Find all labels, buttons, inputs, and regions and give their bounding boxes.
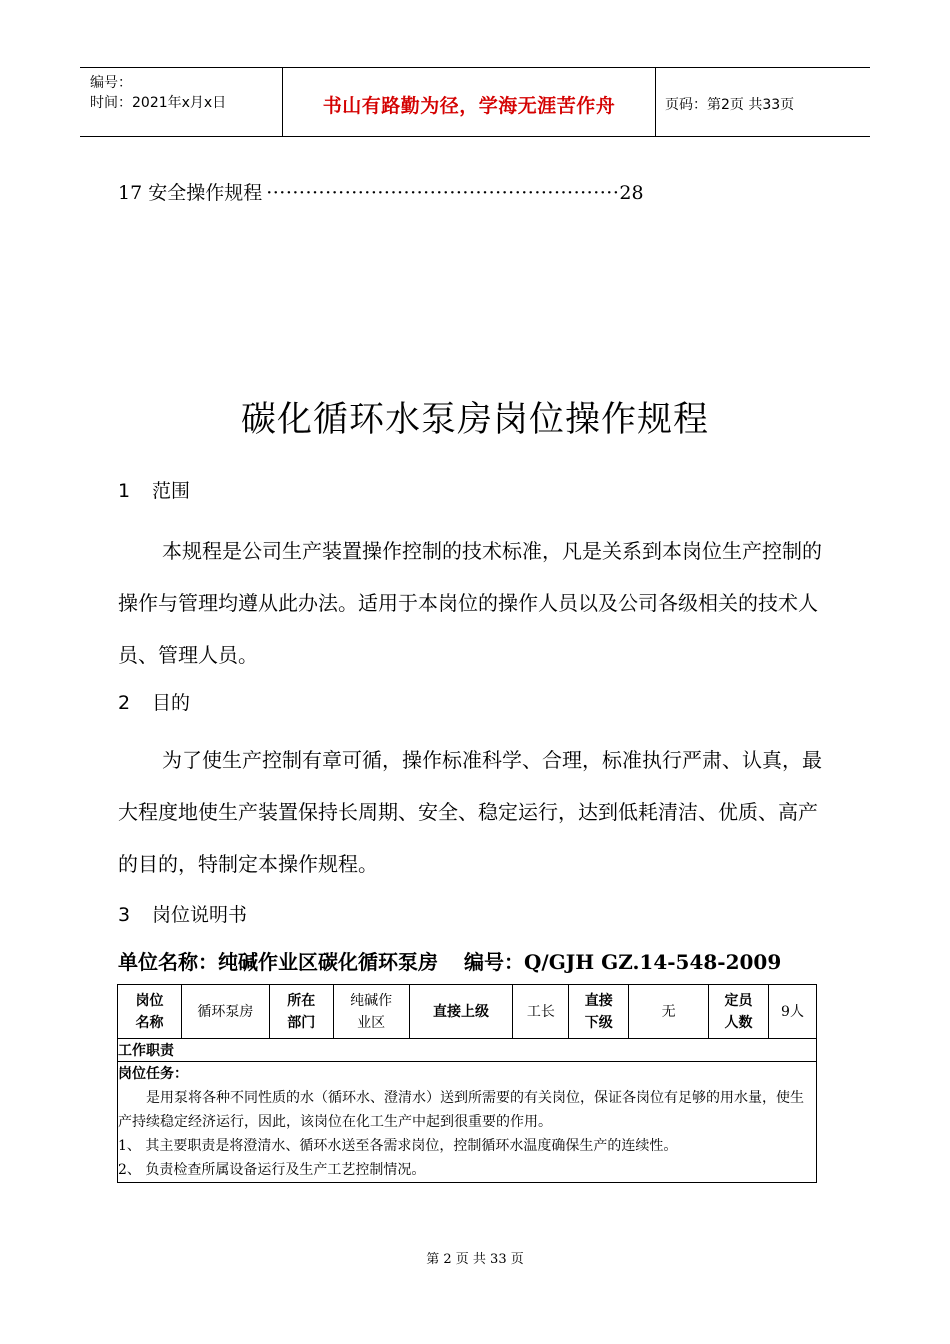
unit-code: 编号：Q/GJH GZ.14-548-2009 <box>464 950 782 974</box>
section-number: 1 <box>118 480 131 502</box>
document-title: 碳化循环水泵房岗位操作规程 <box>240 400 709 440</box>
section-2-paragraph: 为了使生产控制有章可循，操作标准科学、合理，标准执行严肃、认真，最大程度地使生产装置保持长周期、安全、稳定运行，达到低耗清洁、优质、高产的目的，特制定本操作规程。 <box>118 748 822 876</box>
header-motto: 书山有路勤为径，学海无涯苦作舟 <box>322 95 616 117</box>
table-row <box>118 1039 817 1062</box>
header-page-cell <box>655 68 870 136</box>
header-number-label: 编号： <box>90 75 132 91</box>
header-page-info: 页码：第2页 共33页 <box>665 97 795 113</box>
task-item-1: 1、 其主要职责是将澄清水、循环水送至各需求岗位，控制循环水温度确保生产的连续性。 <box>118 1138 678 1154</box>
cell-subordinate-value: 无 <box>629 985 709 1039</box>
page-header <box>80 67 870 137</box>
task-text: 是用泵将各种不同性质的水（循环水、澄清水）送到所需要的有关岗位，保证各岗位有足够的用水量，使生产持续稳定经济运行，因此，该岗位在化工生产中起到很重要的作用。 <box>118 1090 804 1130</box>
section-heading-2 <box>118 688 190 715</box>
job-description-table <box>117 984 817 1183</box>
cell-headcount-label: 定员 人数 <box>709 985 769 1039</box>
toc-item: 17 安全操作规程 <box>118 182 263 204</box>
cell-superior-label: 直接上级 <box>409 985 513 1039</box>
section-number: 2 <box>118 692 131 714</box>
cell-post-name-value: 循环泵房 <box>181 985 269 1039</box>
section-heading-3 <box>118 900 247 927</box>
cell-subordinate-label: 直接 下级 <box>569 985 629 1039</box>
header-meta-cell <box>80 68 282 136</box>
task-label: 岗位任务： <box>118 1066 188 1082</box>
section-title: 岗位说明书 <box>152 904 248 926</box>
unit-line <box>118 946 781 975</box>
section-1-paragraph: 本规程是公司生产装置操作控制的技术标准，凡是关系到本岗位生产控制的操作与管理均遵从此办法。适用于本岗位的操作人员以及公司各级相关的技术人员、管理人员。 <box>118 539 822 667</box>
toc-entry <box>118 178 644 205</box>
table-row <box>118 985 817 1039</box>
section-title: 范围 <box>152 480 191 502</box>
table-row <box>118 1062 817 1183</box>
unit-name: 单位名称：纯碱作业区碳化循环泵房 <box>118 950 438 974</box>
cell-department-value: 纯碱作 业区 <box>333 985 409 1039</box>
section-heading-1 <box>118 476 190 503</box>
header-time-label: 时间：2021年x月x日 <box>90 95 227 111</box>
cell-superior-value: 工长 <box>513 985 569 1039</box>
section-title: 目的 <box>152 692 191 714</box>
cell-headcount-value: 9人 <box>768 985 816 1039</box>
toc-dots: ······················································ <box>266 182 620 204</box>
duty-header-cell: 工作职责 <box>118 1039 817 1062</box>
page-footer: 第 2 页 共 33 页 <box>426 1252 524 1267</box>
cell-post-name-label: 岗位 名称 <box>118 985 182 1039</box>
section-number: 3 <box>118 904 131 926</box>
task-item-2: 2、 负责检查所属设备运行及生产工艺控制情况。 <box>118 1162 426 1178</box>
toc-page: 28 <box>619 182 644 204</box>
task-cell <box>118 1062 817 1183</box>
cell-department-label: 所在 部门 <box>269 985 333 1039</box>
header-motto-cell <box>282 68 656 136</box>
